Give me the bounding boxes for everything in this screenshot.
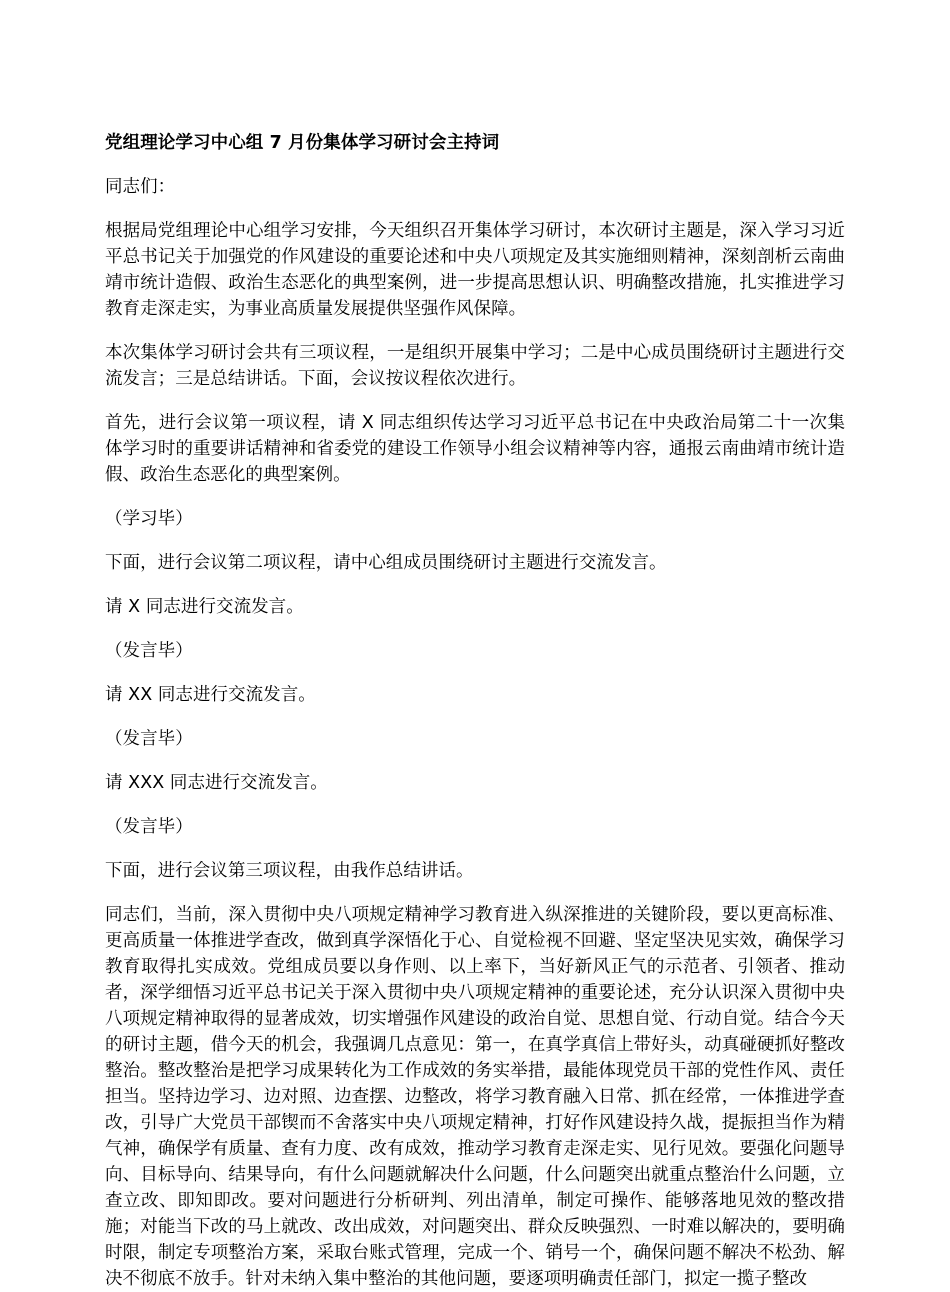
opening-paragraph: 根据局党组理论中心组学习安排，今天组织召开集体学习研讨，本次研讨主题是，深入学习习近平总书记关于加强党的作风建设的重要论述和中央八项规定及其实施细则精神，深刻剖析云南曲靖市统计造假、政治生态恶化的典型案例，进一步提高思想认识、明确整改措施，扎实推进学习教育走深走实，为事业高质量发展提供坚强作风保障。 [105,221,845,319]
cue-speech-finished-2: （发言毕） [105,729,193,749]
document-body [105,130,845,1292]
paragraph-container [105,174,845,1292]
document-title: 党组理论学习中心组 7 月份集体学习研讨会主持词 [105,133,500,153]
agenda-item-two-paragraph: 下面，进行会议第二项议程，请中心组成员围绕研讨主题进行交流发言。 [105,553,667,573]
speaker-invite-xx: 请 XX 同志进行交流发言。 [105,685,316,705]
cue-speech-finished-1: （发言毕） [105,641,193,661]
speaker-invite-xxx: 请 XXX 同志进行交流发言。 [105,773,328,793]
speaker-invite-x: 请 X 同志进行交流发言。 [105,597,304,617]
summary-speech-paragraph: 同志们，当前，深入贯彻中央八项规定精神学习教育进入纵深推进的关键阶段，要以更高标准、更高质量一体推进学查改，做到真学深悟化于心、自觉检视不回避、坚定坚决见实效，确保学习教育取得扎实成效。党组成员要以身作则、以上率下，当好新风正气的示范者、引领者、推动者，深学细悟习近平总书记关于深入贯彻中央八项规定精神的重要论述，充分认识深入贯彻中央八项规定精神取得的显著成效，切实增强作风建设的政治自觉、思想自觉、行动自觉。结合今天的研讨主题，借今天的机会，我强调几点意见：第一，在真学真信上带好头，动真碰硬抓好整改整治。整改整治是把学习成果转化为工作成效的务实举措，最能体现党员干部的党性作风、责任担当。坚持边学习、边对照、边查摆、边整改，将学习教育融入日常、抓在经常，一体推进学查改，引导广大党员干部锲而不舍落实中央八项规定精神，打好作风建设持久战，提振担当作为精气神，确保学有质量、查有力度、改有成效，推动学习教育走深走实、见行见效。要强化问题导向、目标导向、结果导向，有什么问题就解决什么问题，什么问题突出就重点整治什么问题，立查立改、即知即改。要对问题进行分析研判、列出清单，制定可操作、能够落地见效的整改措施；对能当下改的马上就改、改出成效，对问题突出、群众反映强烈、一时难以解决的，要明确时限，制定专项整治方案，采取台账式管理，完成一个、销号一个，确保问题不解决不松劲、解决不彻底不放手。针对未纳入集中整治的其他问题，要逐项明确责任部门，拟定一揽子整改 [105,905,845,1289]
salutation: 同志们： [105,177,176,197]
agenda-overview-paragraph: 本次集体学习研讨会共有三项议程，一是组织开展集中学习；二是中心成员围绕研讨主题进行交流发言；三是总结讲话。下面，会议按议程依次进行。 [105,343,845,389]
cue-study-finished: （学习毕） [105,509,193,529]
agenda-item-one-paragraph: 首先，进行会议第一项议程，请 X 同志组织传达学习习近平总书记在中央政治局第二十一次集体学习时的重要讲话精神和省委党的建设工作领导小组会议精神等内容，通报云南曲靖市统计造假、政治生态恶化的典型案例。 [105,413,845,485]
cue-speech-finished-3: （发言毕） [105,817,193,837]
agenda-item-three-paragraph: 下面，进行会议第三项议程，由我作总结讲话。 [105,861,474,881]
